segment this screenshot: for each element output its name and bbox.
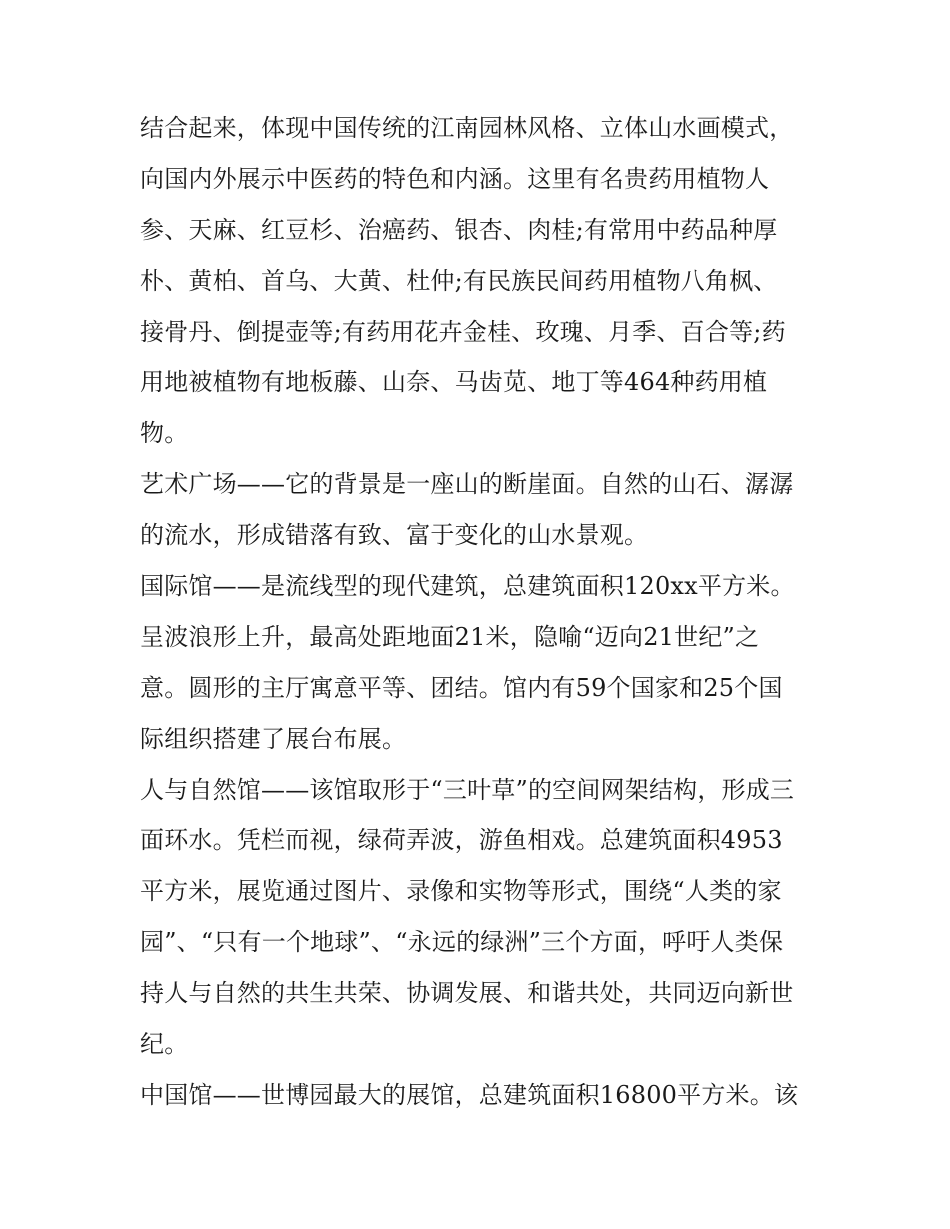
text-line: 平方米，展览通过图片、录像和实物等形式，围绕“人类的家 bbox=[140, 877, 782, 906]
text-line: 向国内外展示中医药的特色和内涵。这里有名贵药用植物人 bbox=[140, 164, 770, 193]
paragraph-man-and-nature-hall bbox=[140, 765, 820, 1070]
text-line: 面环水。凭栏而视，绿荷弄波，游鱼相戏。总建筑面积4953 bbox=[140, 826, 783, 855]
text-line: 参、天麻、红豆杉、治癌药、银杏、肉桂;有常用中药品种厚 bbox=[140, 215, 778, 244]
paragraph-international-hall bbox=[140, 561, 820, 765]
paragraph-medicinal-garden bbox=[140, 103, 820, 459]
text-line: 用地被植物有地板藤、山奈、马齿苋、地丁等464种药用植 bbox=[140, 368, 768, 397]
text-line: 中国馆——世博园最大的展馆，总建筑面积16800平方米。该 bbox=[140, 1080, 799, 1109]
text-line: 呈波浪形上升，最高处距地面21米，隐喻“迈向21世纪”之 bbox=[140, 622, 760, 651]
text-line: 的流水，形成错落有致、富于变化的山水景观。 bbox=[140, 521, 649, 550]
document-page bbox=[140, 103, 820, 1121]
text-line: 意。圆形的主厅寓意平等、团结。馆内有59个国家和25个国 bbox=[140, 673, 783, 702]
text-line: 持人与自然的共生共荣、协调发展、和谐共处，共同迈向新世 bbox=[140, 979, 794, 1008]
text-line: 朴、黄柏、首乌、大黄、杜仲;有民族民间药用植物八角枫、 bbox=[140, 266, 778, 295]
text-line: 人与自然馆——该馆取形于“三叶草”的空间网架结构，形成三 bbox=[140, 775, 795, 804]
text-line: 纪。 bbox=[140, 1030, 189, 1059]
text-line: 际组织搭建了展台布展。 bbox=[140, 724, 407, 753]
text-line: 接骨丹、倒提壶等;有药用花卉金桂、玫瑰、月季、百合等;药 bbox=[140, 317, 786, 346]
paragraph-art-plaza bbox=[140, 459, 820, 561]
text-line: 物。 bbox=[140, 419, 189, 448]
text-line: 艺术广场——它的背景是一座山的断崖面。自然的山石、潺潺 bbox=[140, 470, 794, 499]
paragraph-china-hall bbox=[140, 1070, 820, 1121]
text-line: 结合起来，体现中国传统的江南园林风格、立体山水画模式， bbox=[140, 114, 794, 142]
text-line: 国际馆——是流线型的现代建筑，总建筑面积120xx平方米。 bbox=[140, 572, 795, 601]
text-line: 园”、“只有一个地球”、“永远的绿洲”三个方面，呼吁人类保 bbox=[140, 928, 784, 957]
